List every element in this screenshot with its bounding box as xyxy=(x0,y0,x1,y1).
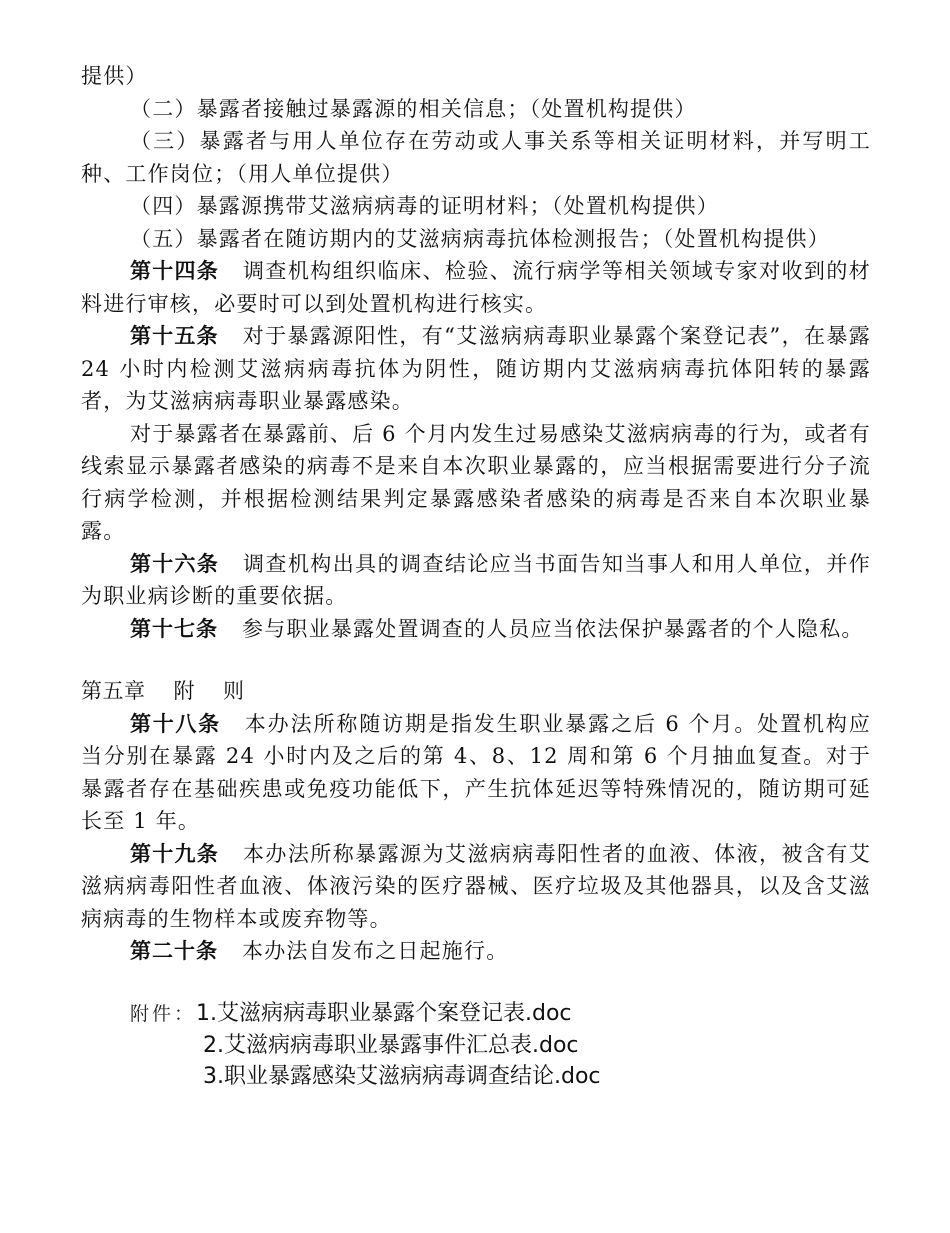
article-16-label: 第十六条 xyxy=(130,551,219,576)
chapter-title-2: 则 xyxy=(223,679,245,703)
article-14-text: 调查机构组织临床、检验、流行病学等相关领域专家对收到的材料进行审核，必要时可以到处置机构进行核实。 xyxy=(81,259,872,316)
article-15-label: 第十五条 xyxy=(130,324,219,348)
chapter-title-1: 附 xyxy=(173,679,195,703)
chapter-heading xyxy=(81,675,871,708)
article-16 xyxy=(81,548,871,613)
attachments-block xyxy=(81,998,871,1092)
article-18-label: 第十八条 xyxy=(130,711,221,736)
article-20-label: 第二十条 xyxy=(130,939,218,963)
article-19-text: 本办法所称暴露源为艾滋病病毒阳性者的血液、体液，被含有艾滋病病毒阳性者血液、体液污染的医疗器械、医疗垃圾及其他器具，以及含艾滋病病毒的生物样本或废弃物等。 xyxy=(81,841,872,931)
article-18 xyxy=(81,708,871,838)
article-15-text: 对于暴露源阳性，有“艾滋病病毒职业暴露个案登记表”，在暴露 24 小时内检测艾滋病病毒抗体为阴性，随访期内艾滋病病毒抗体阳转的暴露者，为艾滋病病毒职业暴露感染。 xyxy=(81,324,871,413)
attachment-link-1[interactable]: 1.艾滋病病毒职业暴露个案登记表.doc xyxy=(196,1000,572,1026)
article-20 xyxy=(81,935,871,968)
article-18-text: 本办法所称随访期是指发生职业暴露之后 6 个月。处置机构应当分别在暴露 24 小时内及之后的第 4、8、12 周和第 6 个月抽血复查。对于暴露者存在基础疾患或免疫功能低下，产生抗体延迟等特殊情况的，随访期可延长至 1 年。 xyxy=(81,711,872,833)
item-5: （五）暴露者在随访期内的艾滋病病毒抗体检测报告；（处置机构提供） xyxy=(130,226,830,251)
article-19 xyxy=(81,838,871,936)
article-17-label: 第十七条 xyxy=(130,616,218,641)
article-14-label: 第十四条 xyxy=(130,259,219,283)
article-15 xyxy=(81,320,871,418)
article-17-text: 参与职业暴露处置调查的人员应当依法保护暴露者的个人隐私。 xyxy=(242,616,864,641)
article-17 xyxy=(81,613,871,646)
attachments-label: 附件： xyxy=(130,1002,197,1025)
chapter-number: 第五章 xyxy=(81,679,146,703)
article-14 xyxy=(81,255,871,320)
article-15-continuation: 对于暴露者在暴露前、后 6 个月内发生过易感染艾滋病病毒的行为，或者有线索显示暴露者感染的病毒不是来自本次职业暴露的，应当根据需要进行分子流行病学检测，并根据检测结果判定暴露感染者感染的病毒是否来自本次职业暴露。 xyxy=(81,421,871,543)
item-3: （三）暴露者与用人单位存在劳动或人事关系等相关证明材料，并写明工种、工作岗位；（用人单位提供） xyxy=(81,129,871,186)
item-4: （四）暴露源携带艾滋病病毒的证明材料；（处置机构提供） xyxy=(130,194,719,218)
attachment-link-3[interactable]: 3.职业暴露感染艾滋病病毒调查结论.doc xyxy=(203,1063,601,1089)
attachment-link-2[interactable]: 2.艾滋病病毒职业暴露事件汇总表.doc xyxy=(203,1032,579,1058)
spacer xyxy=(81,645,871,675)
document-page xyxy=(81,60,871,1092)
article-20-text: 本办法自发布之日起施行。 xyxy=(242,939,509,963)
item-2: （二）暴露者接触过暴露源的相关信息；（处置机构提供） xyxy=(130,96,697,121)
article-19-label: 第十九条 xyxy=(130,841,219,866)
article-16-text: 调查机构出具的调查结论应当书面告知当事人和用人单位，并作为职业病诊断的重要依据。 xyxy=(81,551,872,608)
paragraph-continuation: 提供） xyxy=(81,64,148,88)
